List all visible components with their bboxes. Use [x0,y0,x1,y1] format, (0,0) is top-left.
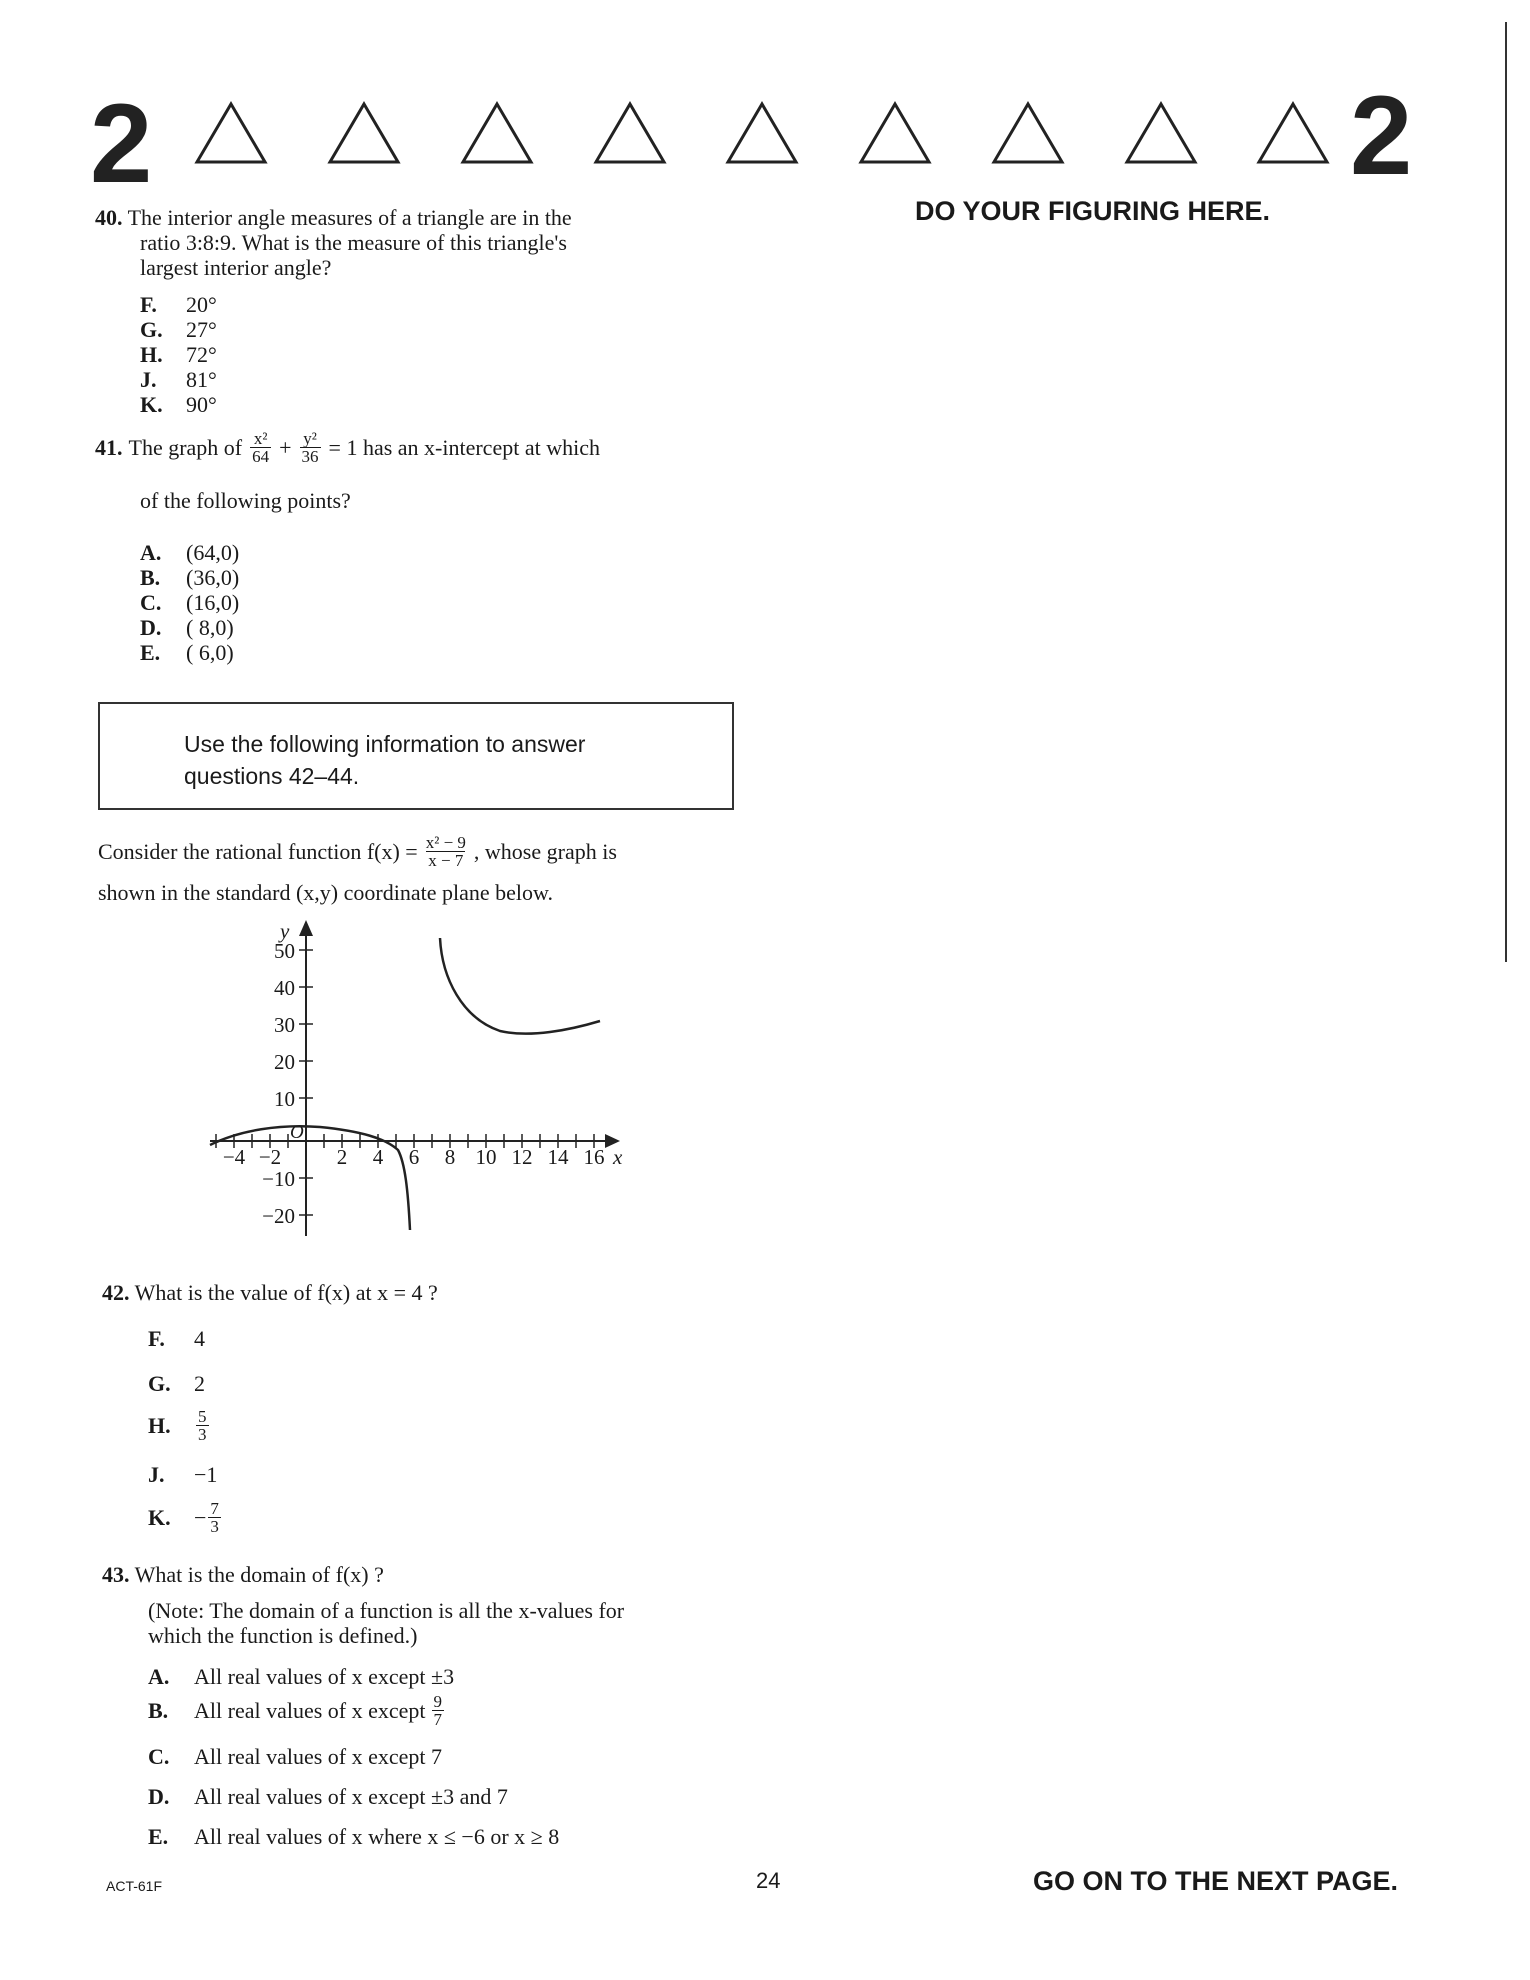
choice-letter: C. [148,1744,170,1769]
x-tick-label: 8 [444,1145,456,1169]
x-tick-label: −2 [258,1145,282,1169]
choice-letter: G. [140,317,163,342]
choice-value: All real values of x where x ≤ −6 or x ≥ 8 [194,1824,560,1849]
x-tick-label: −4 [222,1145,246,1169]
choice-letter: B. [140,565,161,590]
denominator: x − 7 [428,851,464,870]
answer-choice[interactable] [140,640,234,665]
answer-choice[interactable] [148,1693,446,1728]
triangle-icon [592,100,668,166]
section-number-right: 2 [1350,73,1413,198]
x-tick-label: 16 [583,1145,605,1169]
question-41 [95,430,600,465]
question-text: The interior angle measures of a triangle are in the [127,205,572,230]
answer-choice[interactable] [140,565,239,590]
question-text: of the following points? [140,488,351,513]
y-tick-label: 40 [274,976,295,1000]
choice-letter: A. [148,1664,170,1689]
numerator: x² − 9 [425,833,466,852]
triangle-icon [1123,100,1199,166]
form-code: ACT-61F [106,1878,163,1894]
choice-value: 27° [186,317,217,342]
fraction [250,430,271,465]
info-box [98,702,734,810]
choice-letter: F. [148,1326,165,1351]
choice-letter: A. [140,540,162,565]
answer-choice[interactable] [140,540,239,565]
numerator: 7 [210,1499,219,1518]
question-text: The graph of [128,435,243,460]
triangle-icon [326,100,402,166]
choice-letter: J. [148,1462,165,1487]
choice-letter: H. [140,342,163,367]
triangle-icon [459,100,535,166]
triangle-icon [1255,100,1331,166]
question-text: = 1 has an x-intercept at which [328,435,600,460]
choice-letter: C. [140,590,162,615]
y-axis-arrow [299,920,313,936]
fraction [432,1693,445,1728]
x-tick-label: 6 [408,1145,420,1169]
y-tick-label: 30 [274,1013,295,1037]
question-40 [95,205,572,230]
denominator: 3 [210,1517,219,1536]
question-43 [102,1562,384,1587]
choice-letter: B. [148,1698,169,1723]
answer-choice[interactable] [148,1744,442,1769]
fraction [208,1500,221,1535]
fraction [196,1408,209,1443]
origin-label: O [290,1122,304,1143]
function-intro [98,834,617,869]
triangle-icon [857,100,933,166]
denominator: 3 [198,1425,207,1444]
choice-value: 90° [186,392,217,417]
triangle-icon [193,100,269,166]
triangle-icon [724,100,800,166]
numerator: 5 [198,1407,207,1426]
question-note: which the function is defined.) [148,1623,418,1648]
fraction [300,430,321,465]
go-on-note: GO ON TO THE NEXT PAGE. [1033,1866,1399,1896]
denominator: 64 [252,447,270,466]
choice-value: −1 [194,1462,218,1487]
question-text: What is the value of f(x) at x = 4 ? [134,1280,438,1305]
choice-letter: H. [148,1413,171,1438]
x-tick-label: 2 [336,1145,348,1169]
answer-choice[interactable] [148,1462,217,1487]
triangle-icon [990,100,1066,166]
choice-value: 4 [194,1326,205,1351]
info-box-line: questions 42–44. [184,763,360,789]
intro-text: , whose graph is [473,839,617,864]
choice-value: All real values of x except 7 [194,1744,443,1769]
numerator: 9 [433,1692,443,1711]
answer-choice[interactable] [148,1371,205,1396]
choice-letter: K. [148,1505,171,1530]
choice-letter: E. [148,1824,169,1849]
numerator: y² [303,429,317,448]
curve-right-branch [440,938,600,1034]
minus-sign: − [194,1505,207,1530]
question-note: (Note: The domain of a function is all the x-values for [148,1598,625,1623]
choice-value: 81° [186,367,217,392]
choice-letter: G. [148,1371,171,1396]
question-number: 40. [95,205,123,230]
choice-value: All real values of x except [194,1698,426,1723]
question-42 [102,1280,438,1305]
section-number-left: 2 [90,81,153,206]
choice-letter: J. [140,367,157,392]
function-graph [200,918,640,1243]
x-tick-label: 10 [475,1145,497,1169]
answer-choice[interactable] [148,1326,205,1351]
denominator: 36 [301,447,319,466]
y-tick-label: 20 [274,1050,295,1074]
choice-value: ( 8,0) [186,615,234,640]
choice-value: (64,0) [186,540,240,565]
intro-text: shown in the standard (x,y) coordinate plane below. [98,880,553,905]
choice-value: All real values of x except ±3 [194,1664,455,1689]
info-box-text [184,728,585,792]
answer-choice[interactable] [148,1500,223,1535]
choice-letter: E. [140,640,161,665]
page-number: 24 [756,1868,781,1893]
answer-choice[interactable] [140,367,217,392]
answer-choice[interactable] [148,1784,508,1809]
choice-value: All real values of x except ±3 and 7 [194,1784,508,1809]
question-text: ratio 3:8:9. What is the measure of this triangle's [140,230,567,255]
x-tick-label: 14 [547,1145,569,1169]
answer-choice[interactable] [140,615,234,640]
choice-letter: F. [140,292,157,317]
question-number: 41. [95,435,123,460]
question-text: What is the domain of f(x) ? [134,1562,384,1587]
figuring-note: DO YOUR FIGURING HERE. [915,196,1271,226]
choice-value: 20° [186,292,217,317]
question-text: largest interior angle? [140,255,332,280]
x-axis-label: x [613,1145,623,1169]
answer-choice[interactable] [148,1664,454,1689]
fraction [424,834,468,869]
choice-value: 72° [186,342,217,367]
answer-choice[interactable] [140,590,239,615]
question-number: 43. [102,1562,130,1587]
y-axis-label: y [280,919,290,943]
choice-value: (16,0) [186,590,240,615]
question-number: 42. [102,1280,130,1305]
y-tick-label: 10 [274,1087,295,1111]
answer-choice[interactable] [140,317,217,342]
answer-choice[interactable] [140,292,217,317]
y-tick-label: 50 [274,939,295,963]
answer-choice[interactable] [148,1824,559,1849]
answer-choice[interactable] [148,1408,211,1443]
choice-value: (36,0) [186,565,240,590]
numerator: x² [253,429,268,448]
choice-value: ( 6,0) [186,640,234,665]
x-tick-label: 4 [372,1145,384,1169]
answer-choice[interactable] [140,342,217,367]
choice-letter: K. [140,392,163,417]
y-tick-label: −20 [262,1204,295,1228]
info-box-line: Use the following information to answer [184,731,586,757]
plus-sign: + [279,435,292,460]
page-edge-rule [1505,22,1507,962]
x-tick-label: 12 [511,1145,533,1169]
y-tick-label: −10 [262,1167,295,1191]
choice-value: 2 [194,1371,205,1396]
intro-text: Consider the rational function f(x) = [98,839,418,864]
denominator: 7 [433,1710,443,1729]
answer-choice[interactable] [140,392,217,417]
choice-letter: D. [148,1784,170,1809]
choice-letter: D. [140,615,162,640]
